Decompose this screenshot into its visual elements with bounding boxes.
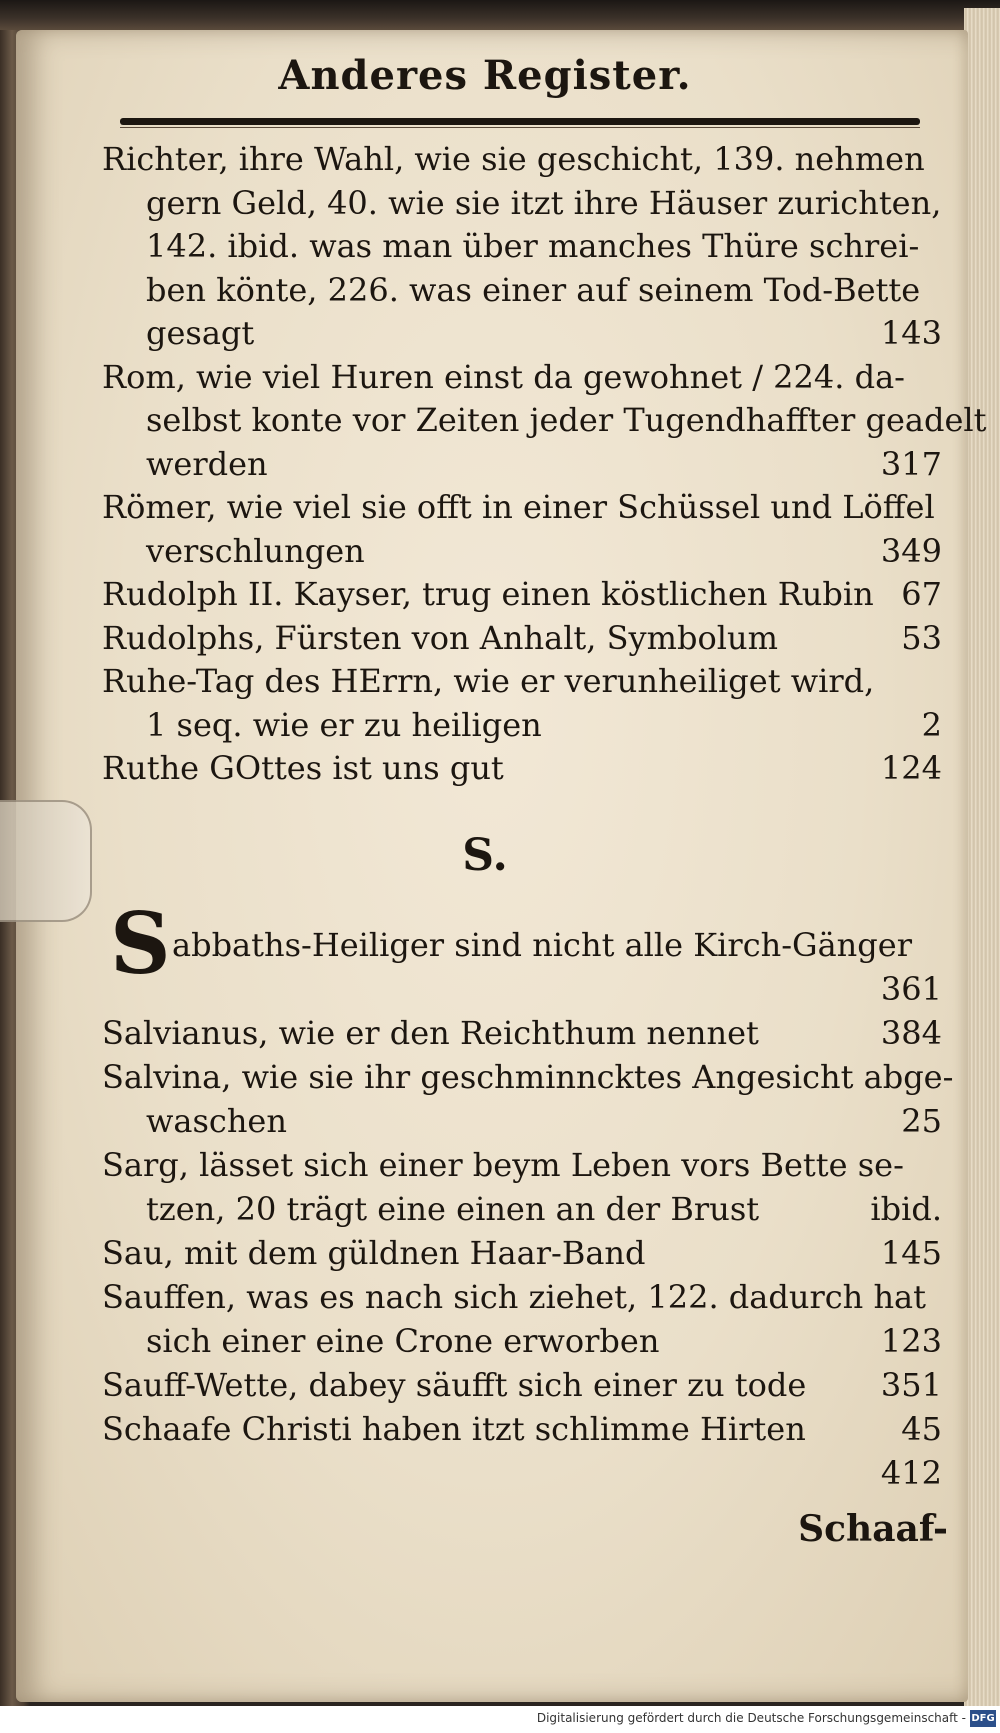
list-item: [102, 1232, 942, 1274]
list-item: [102, 617, 942, 659]
entry-text: Schaafe Christi haben itzt schlimme Hirten: [102, 1410, 806, 1448]
entry-page-number: 124: [880, 749, 942, 787]
list-item: [102, 1320, 942, 1362]
entry-text: Sauff-Wette, dabey säufft sich einer zu tode: [102, 1366, 807, 1404]
entry-text: selbst konte vor Zeiten jeder Tugendhaffter geadelt: [146, 401, 987, 439]
entry-text: Richter, ihre Wahl, wie sie geschicht, 139. nehmen: [102, 140, 925, 178]
dfg-logo-icon: DFG: [970, 1710, 996, 1727]
list-item: [102, 225, 942, 267]
entry-text: gesagt: [146, 314, 255, 352]
list-item: [102, 399, 987, 441]
entry-text: ben könte, 226. was einer auf seinem Tod-Bette: [146, 270, 921, 309]
entry-page-number: 45: [901, 1410, 942, 1448]
entry-text: Rudolph II. Kayser, trug einen köstlichen Rubin: [102, 575, 874, 613]
drop-cap: S: [110, 894, 171, 993]
list-item: [102, 1056, 954, 1098]
list-item: [102, 182, 942, 224]
entry-text: 1 seq. wie er zu heiligen: [146, 705, 542, 744]
entry-text: verschlungen: [146, 531, 365, 570]
catchword: Schaaf-: [798, 1508, 948, 1550]
header-rule: [120, 118, 920, 125]
entry-page-number: 25: [901, 1102, 942, 1140]
entry-page-number: 384: [880, 1014, 942, 1052]
list-item: [102, 1144, 942, 1186]
entry-text: Sau, mit dem güldnen Haar-Band: [102, 1234, 646, 1272]
entry-page-number: ibid.: [870, 1190, 942, 1228]
entry-text: waschen: [146, 1102, 287, 1140]
page-tab: [0, 800, 92, 922]
list-item: [102, 704, 942, 746]
list-item: [102, 1408, 942, 1450]
list-item: [102, 486, 942, 528]
list-item: [102, 573, 942, 615]
entry-text: abbaths-Heiliger sind nicht alle Kirch-Gänger: [172, 926, 912, 964]
entry-text: Salvina, wie sie ihr geschminncktes Angesicht abge-: [102, 1058, 954, 1096]
section-heading: S.: [462, 830, 508, 881]
list-item: [102, 1188, 942, 1230]
entry-text: Ruhe-Tag des HErrn, wie er verunheiliget wird,: [102, 662, 875, 700]
list-item: [102, 1276, 942, 1318]
footer-credit: Digitalisierung gefördert durch die Deutsche Forschungsgemeinschaft -: [536, 1711, 966, 1725]
entry-page-number: 361: [880, 970, 942, 1008]
footer-bar: [0, 1706, 1000, 1733]
entry-text: Römer, wie viel sie offt in einer Schüssel und Löffel: [102, 488, 935, 526]
list-item: [102, 530, 942, 572]
list-item: [102, 968, 942, 1010]
list-item: [102, 660, 942, 702]
entry-page-number: 145: [880, 1234, 942, 1272]
entry-text: 142. ibid. was man über manches Thüre schrei-: [146, 227, 920, 265]
list-item: [102, 747, 942, 789]
entry-text: werden: [146, 444, 268, 483]
entry-text: Sarg, lässet sich einer beym Leben vors Bette se-: [102, 1146, 904, 1184]
page-leaves: [964, 8, 1000, 1708]
entry-text: Rom, wie viel Huren einst da gewohnet / 224. da-: [102, 357, 905, 396]
entry-page-number: 349: [880, 531, 942, 570]
entry-text: sich einer eine Crone erworben: [146, 1322, 660, 1360]
list-item: [102, 443, 942, 485]
list-item: [102, 1100, 942, 1142]
entry-page-number: 53: [901, 618, 942, 657]
list-item: [102, 356, 942, 398]
entry-page-number: 317: [880, 444, 942, 483]
list-item: [172, 924, 942, 966]
list-item: [102, 1012, 942, 1054]
list-item: [102, 269, 942, 311]
entry-page-number: 351: [880, 1366, 942, 1404]
entry-text: Ruthe GOttes ist uns gut: [102, 749, 504, 787]
entry-text: Sauffen, was es nach sich ziehet, 122. dadurch hat: [102, 1278, 926, 1316]
entry-text: Rudolphs, Fürsten von Anhalt, Symbolum: [102, 618, 778, 657]
entry-page-number: 412: [880, 1454, 942, 1492]
list-item: [102, 1364, 942, 1406]
entry-text: gern Geld, 40. wie sie itzt ihre Häuser zurichten,: [146, 183, 942, 222]
book-top-edge: [0, 0, 1000, 30]
list-item: [102, 312, 942, 354]
entry-page-number: 67: [901, 575, 942, 613]
page-header: Anderes Register.: [278, 52, 692, 99]
entry-text: Salvianus, wie er den Reichthum nennet: [102, 1014, 759, 1052]
entry-text: tzen, 20 trägt eine einen an der Brust: [146, 1190, 760, 1228]
entry-page-number: 2: [921, 705, 942, 744]
entry-page-number: 123: [880, 1322, 942, 1360]
list-item: [102, 138, 942, 180]
entry-page-number: 143: [880, 314, 942, 352]
list-item: [102, 1452, 942, 1494]
header-rule-thin: [120, 127, 920, 128]
